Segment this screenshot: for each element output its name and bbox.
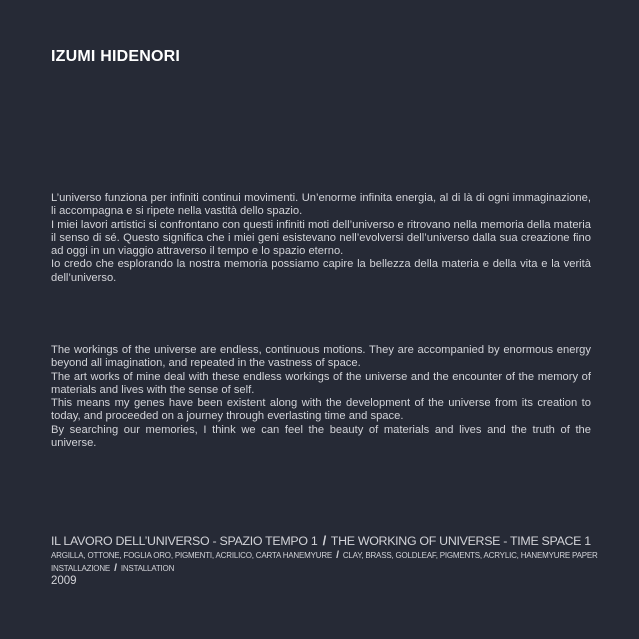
type-english: INSTALLATION (120, 564, 175, 573)
artwork-materials (51, 549, 611, 562)
artwork-caption (51, 533, 611, 588)
artwork-title-english: THE WORKING OF UNIVERSE - TIME SPACE 1 (330, 534, 591, 548)
artwork-title-italian: IL LAVORO DELL’UNIVERSO - SPAZIO TEMPO 1 (51, 534, 318, 548)
english-paragraph: By searching our memories, I think we can feel the beauty of materials and lives and the truth of the universe. (51, 423, 591, 450)
italian-statement (51, 192, 591, 285)
artwork-title (51, 533, 611, 549)
materials-italian: ARGILLA, OTTONE, FOGLIA ORO, PIGMENTI, ACRILICO, CARTA HANEMYURE (51, 551, 333, 560)
type-italian: INSTALLAZIONE (51, 564, 111, 573)
english-paragraph: The art works of mine deal with these endless workings of the universe and the encounter of the memory of materials and lives with the sense of self. (51, 370, 591, 396)
artist-name: IZUMI HIDENORI (51, 48, 181, 65)
title-separator: / (322, 533, 326, 548)
artwork-year: 2009 (51, 575, 77, 587)
artwork-type (51, 562, 611, 575)
italian-paragraph: I miei lavori artistici si confrontano con questi infiniti moti dell’universo e ritrovano nella memoria della materia il senso di sé. Questo significa che i miei geni esistevano nell’evolversi dell’universo dalla sua creazione fino ad oggi in un viaggio attraverso il tempo e lo spazio eterno. (51, 218, 591, 258)
materials-english: CLAY, BRASS, GOLDLEAF, PIGMENTS, ACRYLIC, HANEMYURE PAPER (342, 551, 598, 560)
italian-paragraph: L’universo funziona per infiniti continui movimenti. Un’enorme infinita energia, al di là di ogni immaginazione, li accompagna e si ripete nella vastità dello spazio. (51, 192, 591, 218)
english-statement (51, 344, 591, 450)
materials-separator: / (336, 549, 339, 561)
type-separator: / (114, 562, 117, 574)
english-paragraph: This means my genes have been existent along with the development of the universe from its creation to today, and proceeded on a journey through everlasting time and space. (51, 397, 591, 423)
english-paragraph: The workings of the universe are endless, continuous motions. They are accompanied by enormous energy beyond all imagination, and repeated in the vastness of space. (51, 344, 591, 370)
italian-paragraph: Io credo che esplorando la nostra memoria possiamo capire la bellezza della materia e della vita e la verità dell’universo. (51, 258, 591, 284)
